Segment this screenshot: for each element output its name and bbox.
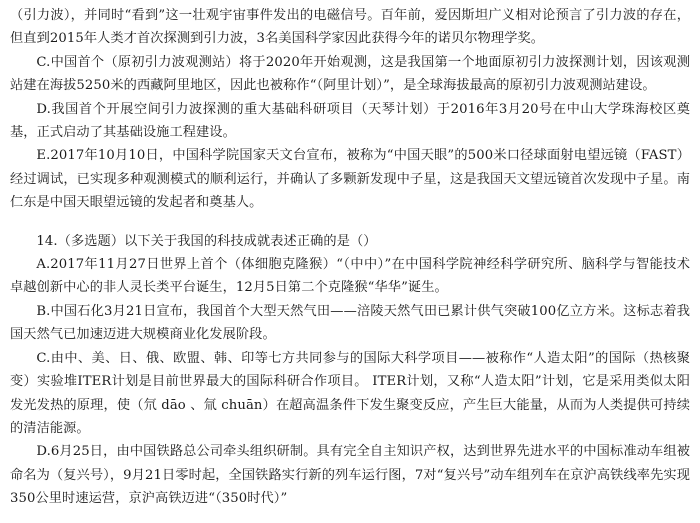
paragraph-gap	[10, 215, 690, 230]
paragraph-continued: （引力波），并同时“看到”这一壮观宇宙事件发出的电磁信号。百年前，爱因斯坦广义相对论预言了引力波的存在，但直到2015年人类才首次探测到引力波，3名美国科学家因此获得今年的诺贝尔物理学奖。	[10, 8, 690, 47]
option-e: E.2017年10月10日，中国科学院国家天文台宣布，被称为“中国天眼”的500米口径球面射电望远镜（FAST）经过调试，已实现多种观测模式的顺利运行，并确认了多颗新发现中子星，这是我国天文望远镜首次发现中子星。南仁东是中国天眼望远镜的发起者和奠基人。	[10, 148, 690, 211]
q14-option-c: C.由中、美、日、俄、欧盟、韩、印等七方共同参与的国际大科学项目——被称作“人造太阳”的国际（热核聚变）实验堆ITER计划是目前世界最大的国际科研合作项目。 ITER计划，又称“人造太阳”计划，它是采用类似太阳发光发热的原理，使（氘 dāo 、氚 chuān）在超高温条件下发生聚变反应，产生巨大能量，从而为人类提供可持续的清洁能源。	[10, 350, 690, 436]
question-14: 14.（多选题）以下关于我国的科技成就表述正确的是（）	[36, 233, 377, 249]
q14-option-a: A.2017年11月27日世界上首个（体细胞克隆猴）“（中中）”在中国科学院神经科学研究所、脑科学与智能技术卓越创新中心的非人灵长类平台诞生，12月5日第二个克隆猴“华华”诞生。	[10, 257, 690, 296]
q14-option-d: D.6月25日，由中国铁路总公司牵头组织研制。具有完全自主知识产权，达到世界先进水平的中国标准动车组被命名为（复兴号），9月21日零时起，全国铁路实行新的列车运行图，7对“复兴号”动车组列车在京沪高铁线率先实现350公里时速运营，京沪高铁迈进“（350时代）”	[10, 444, 690, 507]
q14-option-b: B.中国石化3月21日宣布，我国首个大型天然气田——涪陵天然气田已累计供气突破100亿立方米。这标志着我国天然气已加速迈进大规模商业化发展阶段。	[10, 303, 690, 343]
option-c: C.中国首个（原初引力波观测站）将于2020年开始观测，这是我国第一个地面原初引力波探测计划，因该观测站建在海拔5250米的西藏阿里地区，因此也被称作“（阿里计划）”，是全球海拔最高的原初引力波观测站建设。	[10, 54, 690, 94]
option-d: D.我国首个开展空间引力波探测的重大基础科研项目（天琴计划）于2016年3月20号在中山大学珠海校区奠基，正式启动了其基础设施工程建设。	[10, 101, 690, 141]
